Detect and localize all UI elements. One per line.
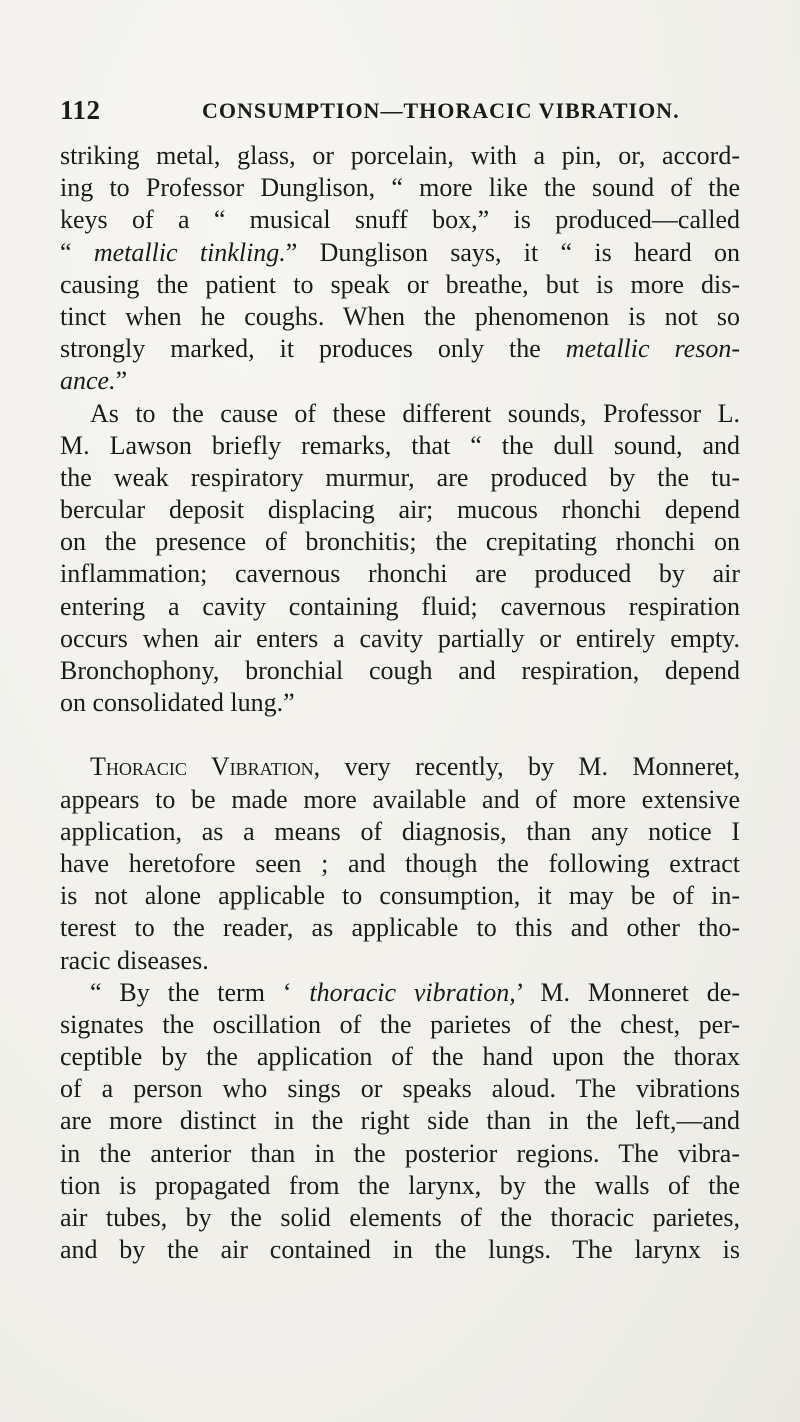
body-text: [60, 140, 740, 1266]
text-line: causing the patient to speak or breathe, but is more dis-: [60, 269, 740, 299]
text-line: and by the air contained in the lungs. The larynx is: [60, 1235, 740, 1265]
text-line: tion is propagated from the larynx, by the walls of the: [60, 1170, 740, 1200]
text-line: inflammation; cavernous rhonchi are produced by air: [60, 559, 740, 589]
text-line: air tubes, by the solid elements of the thoracic parietes,: [60, 1203, 740, 1232]
text-line: As to the cause of these different sounds, Professor L.: [90, 398, 740, 428]
paragraph-metallic-tinkling: [60, 140, 740, 398]
italic-term: metallic reson-: [565, 334, 740, 364]
text-run: ’ M. Monneret de-: [515, 977, 740, 1007]
text-line: signates the oscillation of the parietes of the chest, per-: [60, 1009, 740, 1039]
text-run: very recently, by M. Monneret,: [320, 752, 740, 782]
text-line: M. Lawson briefly remarks, that “ the dull sound, and: [60, 430, 740, 460]
text-run: ”: [115, 366, 128, 396]
text-line: occurs when air enters a cavity partially or entirely empty.: [60, 623, 740, 653]
text-run: strongly marked, it produces only the: [60, 334, 566, 364]
text-line: in the anterior than in the posterior regions. The vibra-: [60, 1138, 740, 1168]
text-line: [60, 977, 740, 1009]
text-line: of a person who sings or speaks aloud. The vibrations: [60, 1074, 740, 1104]
text-line: have heretofore seen ; and though the following extract: [60, 848, 740, 878]
paragraph-lawson: [60, 398, 740, 720]
text-line: on the presence of bronchitis; the crepitating rhonchi on: [60, 527, 740, 557]
text-line: ceptible by the application of the hand upon the thorax: [60, 1042, 740, 1072]
text-line: terest to the reader, as applicable to this and other tho-: [60, 913, 740, 943]
text-line: racic diseases.: [60, 945, 209, 975]
page-number: 112: [60, 95, 101, 125]
italic-term: ance.: [60, 366, 116, 396]
text-line: keys of a “ musical snuff box,” is produced—called: [60, 205, 740, 235]
text-run: “ By the term ‘: [90, 977, 310, 1007]
text-line: bercular deposit displacing air; mucous rhonchi depend: [60, 495, 740, 525]
text-line: [60, 333, 740, 365]
text-run: ” Dunglison says, it “ is heard on: [285, 237, 740, 267]
text-line: is not alone applicable to consumption, it may be of in-: [60, 881, 740, 911]
text-line: the weak respiratory murmur, are produced by the tu-: [60, 462, 740, 492]
text-line: application, as a means of diagnosis, than any notice I: [60, 816, 740, 846]
running-head: CONSUMPTION—THORACIC VIBRATION.: [202, 98, 680, 123]
italic-term: thoracic vibration,: [309, 977, 516, 1007]
paragraph-monneret: [60, 977, 740, 1267]
text-line: [60, 365, 740, 397]
text-line: entering a cavity containing fluid; cavernous respiration: [60, 591, 740, 621]
italic-term: metallic tinkling.: [93, 237, 286, 267]
text-line: tinct when he coughs. When the phenomenon is not so: [60, 301, 740, 331]
paragraph-gap: [60, 719, 740, 751]
section-heading: Thoracic Vibration,: [90, 752, 321, 782]
text-run: “: [60, 237, 94, 267]
text-line: striking metal, glass, or porcelain, with a pin, or, accord-: [60, 141, 740, 170]
text-line: appears to be made more available and of more extensive: [60, 784, 740, 814]
text-line: [60, 237, 740, 269]
text-line: Bronchophony, bronchial cough and respiration, depend: [60, 656, 740, 685]
page-header: [60, 95, 760, 135]
text-line: on consolidated lung.”: [60, 688, 295, 718]
text-line: ing to Professor Dunglison, “ more like the sound of the: [60, 173, 740, 203]
paragraph-thoracic-vibration: [60, 751, 740, 976]
text-line: are more distinct in the right side than in the left,—and: [60, 1106, 740, 1136]
text-line: [60, 751, 740, 783]
